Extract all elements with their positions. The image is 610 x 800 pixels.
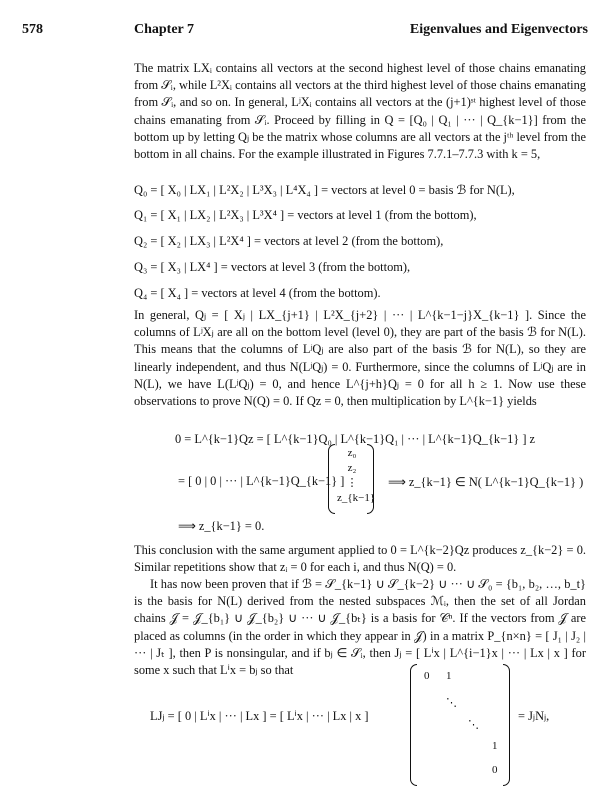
paragraph-conclusion [134,542,586,578]
chapter-label: Chapter 7 [134,22,195,37]
chapter-title: Eigenvalues and Eigenvectors [409,22,588,37]
paragraph-chains [134,60,586,178]
paragraph-text: It has now been proven that if ℬ = 𝒮_{k−1} ∪ 𝒮_{k−2} ∪ ··· ∪ 𝒮₀ = {b₁, b₂, …, b_t} is the basis for N(L) derived from the nested subspaces ℳᵢ, then the set of all Jordan chains 𝒥 = 𝒥_{b₁} ∪ 𝒥_{b₂} ∪ ··· ∪ 𝒥_{bₜ} is a basis for 𝒞ⁿ. If the vectors from 𝒥 are placed as columns (in the order in which they appear in 𝒥) in a matrix P_{n×n} = [ J₁ | J₂ | ··· | Jₜ ], then P is nonsingular, and if bⱼ ∈ 𝒮ᵢ, then Jⱼ = [ Lⁱx | L^{i−1}x | ··· | Lx | x ] for some x such that Lⁱx = bⱼ so that [134,577,586,678]
proof-equation-2-right: ⟹ z_{k−1} ∈ N( L^{k−1}Q_{k−1} ) [388,475,584,489]
left-parenthesis [410,664,417,786]
matrix-entry: 1 [492,740,498,752]
matrix-entry: ⋱ [468,719,479,731]
final-equation-left: LJⱼ = [ 0 | Lⁱx | ··· | Lx ] = [ Lⁱx | ··· | Lx | x ] [150,709,369,723]
matrix-entry: ⋱ [446,697,457,709]
vector-entry: ⋮ [346,477,358,489]
page-number: 578 [22,22,43,37]
paragraph-jordan-chains [134,576,586,692]
matrix-entry: 1 [446,670,452,682]
equation-q4: Q₄ = [ X₄ ] = vectors at level 4 (from the bottom). [134,286,381,300]
left-parenthesis [328,444,335,514]
matrix-entry: 0 [424,670,430,682]
vector-entry: z_{k−1} [337,492,376,504]
paragraph-text: In general, Qⱼ = [ Xⱼ | LX_{j+1} | L²X_{j+2} | ··· | L^{k−1−j}X_{k−1} ]. Since the columns of LʲXⱼ are all on the bottom level (level 0), they are part of the basis ℬ for N(L). This means that the columns of LʲQⱼ are also part of the basis ℬ for N(L), so they are linearly independent, and thus N(LʲQⱼ) = 0. Furthermore, since the columns of LʲQⱼ are in N(L), we have L(LʲQⱼ) = 0, and hence L^{j+h}Qⱼ = 0 for all h ≥ 1. Now use these observations to prove N(Q) = 0. If Qz = 0, then multiplication by L^{k−1} yields [134,308,586,409]
nilpotent-matrix [420,666,504,782]
z-vector [337,446,376,506]
equation-q2: Q₂ = [ X₂ | LX₃ | L²X⁴ ] = vectors at level 2 (from the bottom), [134,234,444,248]
vector-entry: z₀ [347,447,357,459]
equation-q1: Q₁ = [ X₁ | LX₂ | L²X₃ | L³X⁴ ] = vectors at level 1 (from the bottom), [134,208,477,222]
equation-q3: Q₃ = [ X₃ | LX⁴ ] = vectors at level 3 (from the bottom), [134,260,411,274]
right-parenthesis [503,664,510,786]
vector-entry: z₂ [347,462,357,474]
right-parenthesis [367,444,374,514]
paragraph-text: This conclusion with the same argument applied to 0 = L^{k−2}Qz produces z_{k−2} = 0. Similar repetitions show that zᵢ = 0 for each i, and thus N(Q) = 0. [134,543,586,575]
proof-equation-1: 0 = L^{k−1}Qz = [ L^{k−1}Q₀ | L^{k−1}Q₁ | ··· | L^{k−1}Q_{k−1} ] z [175,432,536,446]
paragraph-text: The matrix LXᵢ contains all vectors at the second highest level of those chains emanating from 𝒮ᵢ, while L²Xᵢ contains all vectors at the third highest level of those chains emanating from 𝒮ᵢ, and so on. In general, LʲXᵢ contains all vectors at the (j+1)ˢᵗ highest level of those chains emanating from 𝒮ᵢ. Proceed by filling in Q = [Q₀ | Q₁ | ··· | Q_{k−1}] from the bottom up by letting Qⱼ be the matrix whose columns are all vectors at the jᵗʰ level from the bottom in all chains. For the example illustrated in Figures 7.7.1–7.7.3 with k = 5, [134,61,586,162]
paragraph-general [134,307,586,427]
equation-q0: Q₀ = [ X₀ | LX₁ | L²X₂ | L³X₃ | L⁴X₄ ] = vectors at level 0 = basis ℬ for N(L), [134,183,515,197]
proof-equation-2-left: = [ 0 | 0 | ··· | L^{k−1}Q_{k−1} ] [178,474,345,488]
final-equation-right: = JⱼNⱼ, [518,709,550,723]
matrix-entry: 0 [492,764,498,776]
proof-equation-3: ⟹ z_{k−1} = 0. [178,519,265,533]
